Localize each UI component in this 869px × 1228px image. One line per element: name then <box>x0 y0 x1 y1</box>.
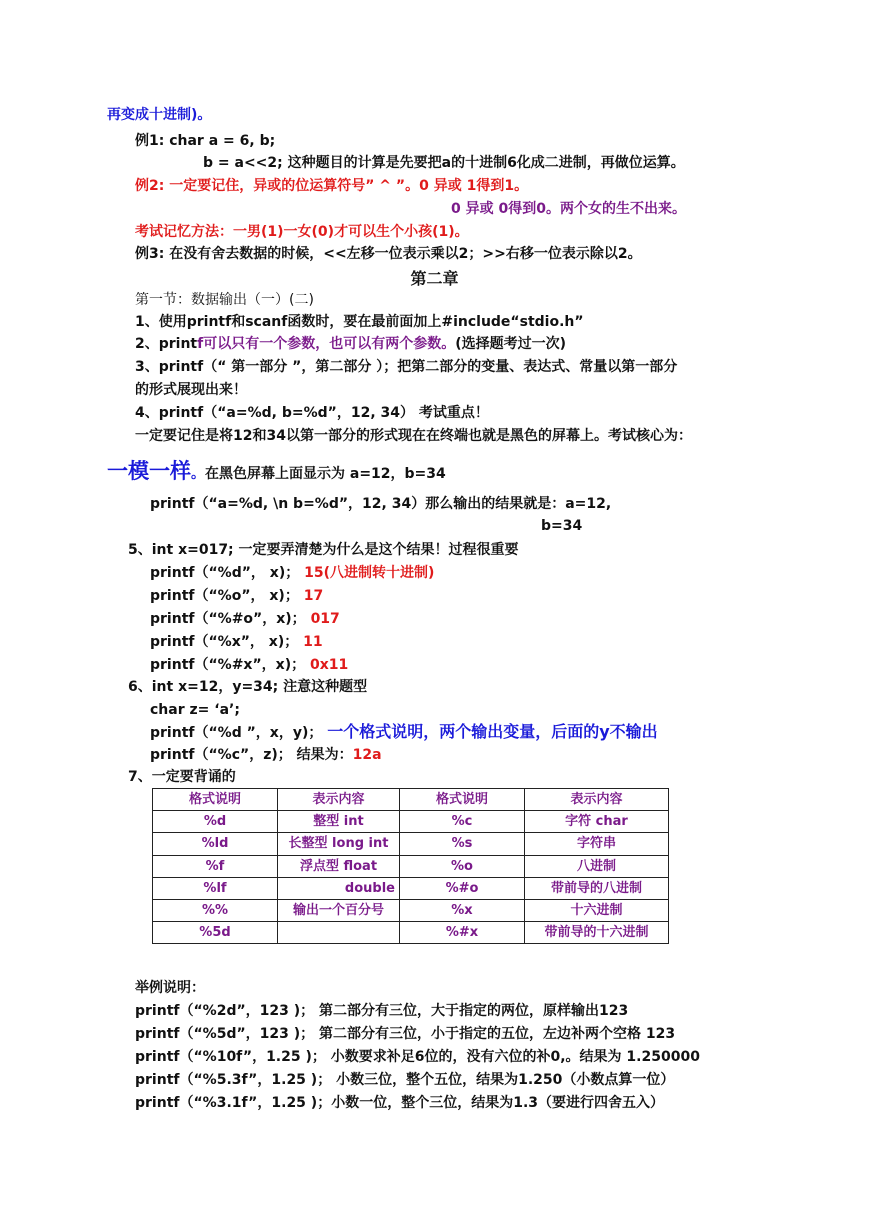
text-line <box>107 458 446 487</box>
result-span: 017 <box>310 611 340 627</box>
code-line <box>150 609 340 629</box>
table-row <box>153 811 669 833</box>
table-cell: %#o <box>400 878 525 900</box>
table-row <box>153 833 669 856</box>
text-span: 2、print <box>135 336 198 352</box>
table-cell: 十六进制 <box>525 900 669 922</box>
table-cell: %#x <box>400 922 525 944</box>
code-span: printf（“%x”， x)； <box>150 634 299 650</box>
table-cell: 输出一个百分号 <box>278 900 400 922</box>
code-line: printf（“%3.1f”，1.25 )；小数一位，整个三位，结果为1.3（要进行四舍五入） <box>135 1095 664 1111</box>
code-line: printf（“%10f”，1.25 )； 小数要求补足6位的，没有六位的补0,。结果为 1.250000 <box>135 1049 700 1065</box>
table-header-cell: 格式说明 <box>400 789 525 811</box>
table-cell: %o <box>400 856 525 878</box>
chapter-title: 第二章 <box>410 269 459 288</box>
table-cell: 八进制 <box>525 856 669 878</box>
table-cell: 整型 int <box>278 811 400 833</box>
table-row <box>153 922 669 944</box>
table-cell: 带前导的十六进制 <box>525 922 669 944</box>
code-span: printf（“%c”，z)； 结果为： <box>150 747 353 763</box>
code-line <box>150 632 323 652</box>
code-span: printf（“%o”， x)； <box>150 588 299 604</box>
table-row <box>153 900 669 922</box>
section-title: 第一节：数据输出（一）(二) <box>135 292 314 308</box>
table-cell: %ld <box>153 833 278 856</box>
table-header-cell: 格式说明 <box>153 789 278 811</box>
format-table <box>152 788 669 944</box>
result-span: 17 <box>303 588 324 604</box>
text-span: 在黑色屏幕上面显示为 a=12，b=34 <box>205 466 446 482</box>
text-line: 再变成十进制)。 <box>107 107 212 123</box>
table-header-cell: 表示内容 <box>278 789 400 811</box>
text-span: f可以只有一个参数，也可以有两个参数。 <box>197 336 456 352</box>
table-cell: %f <box>153 856 278 878</box>
table-cell: %s <box>400 833 525 856</box>
result-span: 0x11 <box>309 657 349 673</box>
text-line: 例3: 在没有舍去数据的时候，<<左移一位表示乘以2；>>右移一位表示除以2。 <box>135 246 642 262</box>
code-line <box>150 586 323 606</box>
code-line <box>150 722 658 743</box>
result-span: 12a <box>352 747 382 763</box>
table-cell: %c <box>400 811 525 833</box>
result-span: 11 <box>303 634 323 650</box>
table-cell <box>278 922 400 944</box>
text-line: 一定要记住是将12和34以第一部分的形式现在在终端也就是黑色的屏幕上。考试核心为： <box>135 428 692 444</box>
note-span: 一个格式说明，两个输出变量，后面的y不输出 <box>327 722 658 741</box>
table-cell: 字符 char <box>525 811 669 833</box>
code-span: printf（“%#x”，x)； <box>150 657 306 673</box>
text-line: 1、使用printf和scanf函数时，要在最前面加上#include“stdio.h” <box>135 314 584 330</box>
text-line: 7、一定要背诵的 <box>128 769 236 785</box>
table-cell: %d <box>153 811 278 833</box>
text-line: 5、int x=017; 一定要弄清楚为什么是这个结果！过程很重要 <box>128 542 519 558</box>
emphasis-text: 一模一样 <box>107 459 191 483</box>
table-row <box>153 878 669 900</box>
table-cell: %lf <box>153 878 278 900</box>
code-line: printf（“%5.3f”，1.25 )； 小数三位，整个五位，结果为1.250（小数点算一位） <box>135 1072 675 1088</box>
text-line: 3、printf（“ 第一部分 ”，第二部分 ）；把第二部分的变量、表达式、常量以第一部分 <box>135 359 678 375</box>
table-header-cell: 表示内容 <box>525 789 669 811</box>
code-span: printf（“%d”， x)； <box>150 565 300 581</box>
table-header-row <box>153 789 669 811</box>
table-cell: 带前导的八进制 <box>525 878 669 900</box>
code-line <box>150 745 382 765</box>
text-line: 0 异或 0得到0。两个女的生不出来。 <box>451 201 686 217</box>
table-cell: %% <box>153 900 278 922</box>
table-cell: %x <box>400 900 525 922</box>
table-cell: 字符串 <box>525 833 669 856</box>
text-span: 。 <box>191 466 205 482</box>
code-span: printf（“%#o”，x)； <box>150 611 306 627</box>
code-line: char z= ‘a’; <box>150 702 240 718</box>
table-cell: %5d <box>153 922 278 944</box>
table-cell: 长整型 long int <box>278 833 400 856</box>
table-cell: 浮点型 float <box>278 856 400 878</box>
table-row <box>153 856 669 878</box>
text-line: 考试记忆方法：一男(1)一女(0)才可以生个小孩(1)。 <box>135 224 469 240</box>
text-line: b = a<<2; 这种题目的计算是先要把a的十进制6化成二进制，再做位运算。 <box>203 155 685 171</box>
code-line <box>150 655 348 675</box>
text-line: 的形式展现出来！ <box>135 382 247 398</box>
text-span: (选择题考过一次) <box>455 336 567 352</box>
code-line <box>150 563 434 583</box>
text-line: 例1: char a = 6, b; <box>135 133 276 149</box>
text-line: 举例说明： <box>135 980 205 996</box>
code-line: printf（“%5d”，123 )； 第二部分有三位，小于指定的五位，左边补两个空格 123 <box>135 1026 676 1042</box>
text-line <box>135 334 566 354</box>
text-line: b=34 <box>541 518 583 534</box>
text-line: 例2: 一定要记住，异或的位运算符号” ^ ”。0 异或 1得到1。 <box>135 178 529 194</box>
table-cell: double <box>278 878 400 900</box>
code-line: printf（“%2d”，123 )； 第二部分有三位，大于指定的两位，原样输出123 <box>135 1003 629 1019</box>
result-span: 15(八进制转十进制) <box>304 565 435 581</box>
text-line: 4、printf（“a=%d, b=%d”，12, 34） 考试重点！ <box>135 405 489 421</box>
text-line: 6、int x=12，y=34; 注意这种题型 <box>128 679 368 695</box>
text-line: printf（“a=%d, \n b=%d”，12, 34）那么输出的结果就是：a=12, <box>150 496 612 512</box>
code-span: printf（“%d ”，x，y)； <box>150 725 323 741</box>
